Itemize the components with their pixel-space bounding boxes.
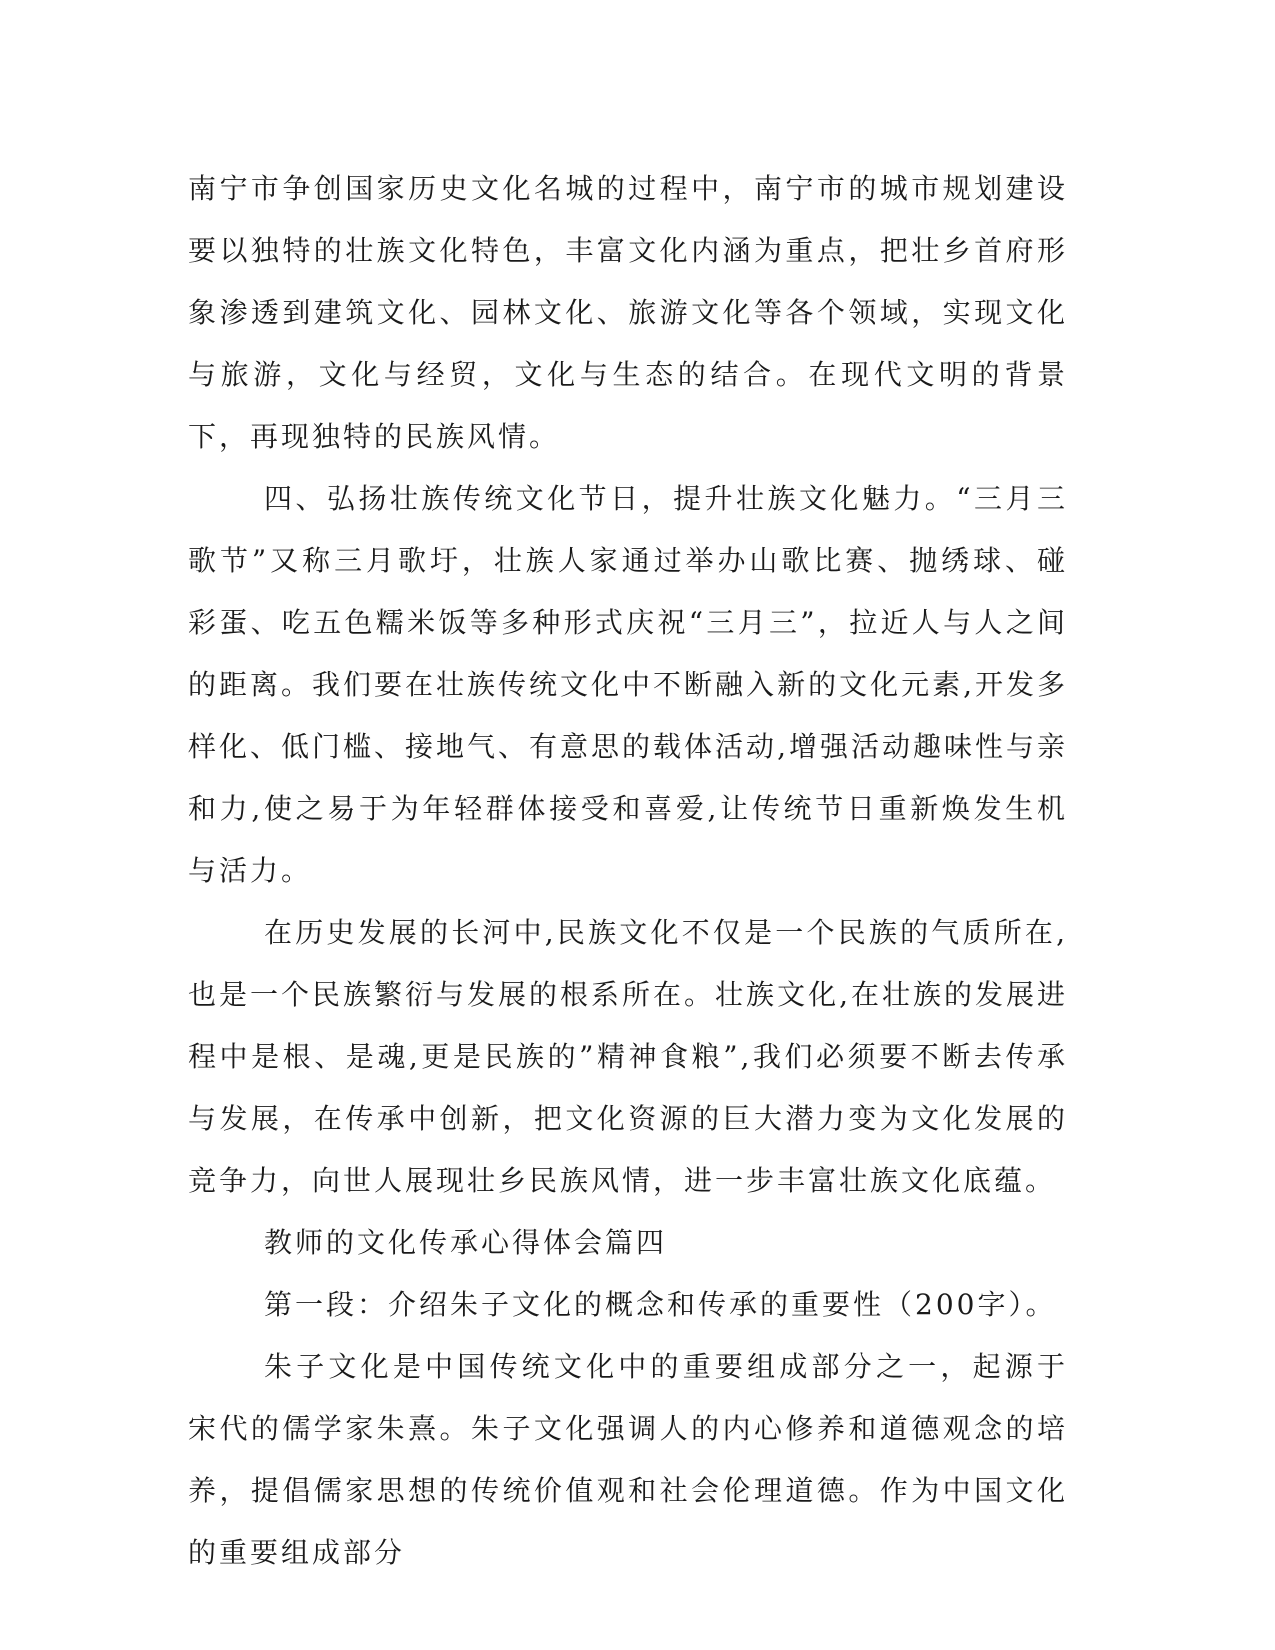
document-body [188,158,1068,1584]
paragraph-history: 在历史发展的长河中,民族文化不仅是一个民族的气质所在,也是一个民族繁衍与发展的根系所在。壮族文化,在壮族的发展进程中是根、是魂,更是民族的”精神食粮”,我们必须要不断去传承与发展，在传承中创新，把文化资源的巨大潜力变为文化发展的竞争力，向世人展现壮乡民族风情，进一步丰富壮族文化底蕴。 [188,916,1068,1197]
section-title: 教师的文化传承心得体会篇四 [264,1226,668,1259]
paragraph-continuation: 南宁市争创国家历史文化名城的过程中，南宁市的城市规划建设要以独特的壮族文化特色，丰富文化内涵为重点，把壮乡首府形象渗透到建筑文化、园林文化、旅游文化等各个领域，实现文化与旅游，文化与经贸，文化与生态的结合。在现代文明的背景下，再现独特的民族风情。 [188,172,1068,453]
paragraph-festival: 四、弘扬壮族传统文化节日，提升壮族文化魅力。“三月三歌节”又称三月歌圩，壮族人家通过举办山歌比赛、抛绣球、碰彩蛋、吃五色糯米饭等多种形式庆祝“三月三”，拉近人与人之间的距离。我们要在壮族传统文化中不断融入新的文化元素,开发多样化、低门槛、接地气、有意思的载体活动,增强活动趣味性与亲和力,使之易于为年轻群体接受和喜爱,让传统节日重新焕发生机与活力。 [188,482,1068,887]
paragraph-zhuzi: 朱子文化是中国传统文化中的重要组成部分之一，起源于宋代的儒学家朱熹。朱子文化强调人的内心修养和道德观念的培养，提倡儒家思想的传统价值观和社会伦理道德。作为中国文化的重要组成部分 [188,1350,1068,1569]
section-subtitle: 第一段：介绍朱子文化的概念和传承的重要性（200字）。 [264,1288,1057,1321]
